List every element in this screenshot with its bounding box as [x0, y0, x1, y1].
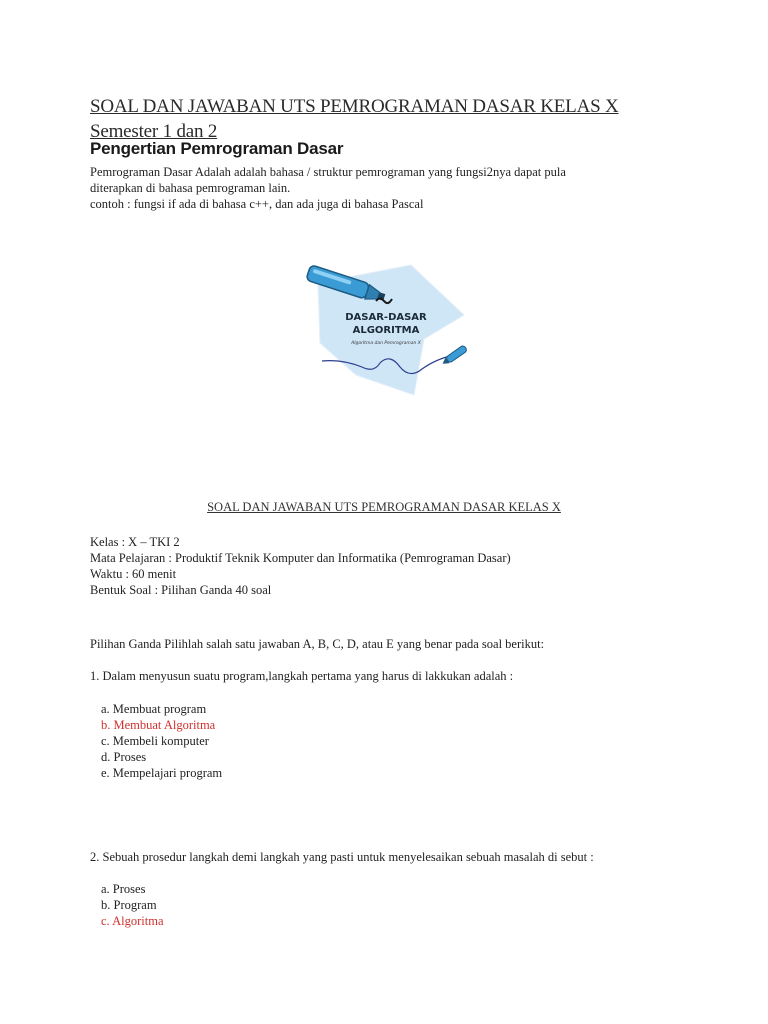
question-2-text: 2. Sebuah prosedur langkah demi langkah yang pasti untuk menyelesaikan sebuah masalah di sebut :	[90, 850, 594, 864]
option-e: e. Mempelajari program	[101, 766, 223, 780]
svg-text:Algoritma dan Pemrograman X: Algoritma dan Pemrograman X	[351, 341, 421, 346]
question-2-options	[101, 881, 164, 929]
algorithm-illustration	[296, 263, 476, 398]
meta-format: Bentuk Soal : Pilihan Ganda 40 soal	[90, 583, 272, 597]
intro-line: diterapkan di bahasa pemrograman lain.	[90, 181, 291, 195]
meta-class: Kelas : X – TKI 2	[90, 535, 180, 549]
section-heading: Pengertian Pemrograman Dasar	[90, 139, 344, 158]
option-b-correct: b. Membuat Algoritma	[101, 718, 216, 732]
svg-text:ALGORITMA: ALGORITMA	[352, 325, 420, 336]
meta-subject: Mata Pelajaran : Produktif Teknik Komputer dan Informatika (Pemrograman Dasar)	[90, 551, 511, 565]
svg-text:DASAR-DASAR: DASAR-DASAR	[345, 312, 427, 323]
instruction: Pilihan Ganda Pilihlah salah satu jawaban A, B, C, D, atau E yang benar pada soal berikut:	[90, 637, 545, 651]
intro-line: Pemrograman Dasar Adalah adalah bahasa / struktur pemrograman yang fungsi2nya dapat pula	[90, 165, 566, 179]
option-b: b. Program	[101, 898, 157, 912]
exam-title: SOAL DAN JAWABAN UTS PEMROGRAMAN DASAR KELAS X	[207, 500, 561, 514]
option-c-correct: c. Algoritma	[101, 914, 164, 928]
intro-paragraph	[90, 164, 670, 212]
question-1-text: 1. Dalam menyusun suatu program,langkah pertama yang harus di lakkukan adalah :	[90, 669, 514, 683]
intro-line: contoh : fungsi if ada di bahasa c++, dan ada juga di bahasa Pascal	[90, 197, 424, 211]
question-1-options	[101, 701, 222, 781]
exam-meta	[90, 534, 511, 598]
marker-pen-icon	[296, 263, 476, 398]
meta-duration: Waktu : 60 menit	[90, 567, 177, 581]
option-d: d. Proses	[101, 750, 147, 764]
option-a: a. Proses	[101, 882, 146, 896]
option-c: c. Membeli komputer	[101, 734, 209, 748]
option-a: a. Membuat program	[101, 702, 207, 716]
document-title: SOAL DAN JAWABAN UTS PEMROGRAMAN DASAR KELAS X Semester 1 dan 2	[90, 96, 619, 142]
